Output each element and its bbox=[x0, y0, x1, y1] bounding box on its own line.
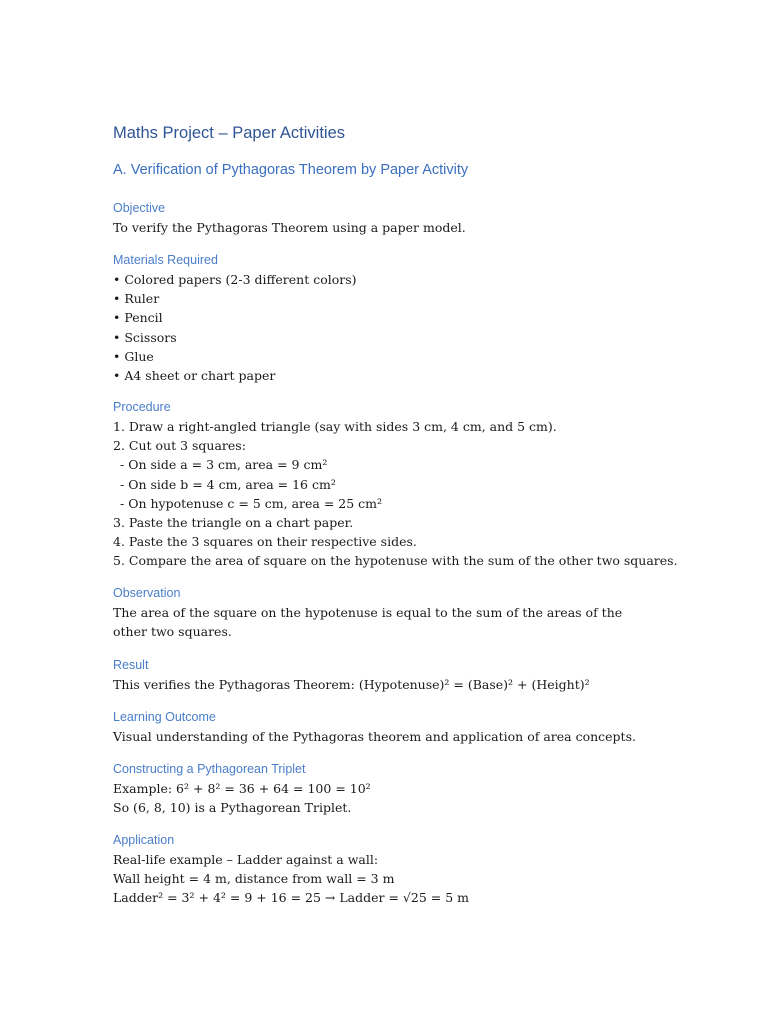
procedure-substep: - On hypotenuse c = 5 cm, area = 25 cm² bbox=[120, 495, 383, 511]
section-heading-application: Application bbox=[113, 833, 175, 847]
procedure-step: 1. Draw a right-angled triangle (say with sides 3 cm, 4 cm, and 5 cm). bbox=[113, 419, 557, 434]
section-learning-outcome bbox=[113, 707, 713, 746]
triplet-line: So (6, 8, 10) is a Pythagorean Triplet. bbox=[113, 800, 352, 816]
section-result bbox=[113, 655, 713, 694]
material-item: • Pencil bbox=[113, 310, 163, 326]
application-line: Ladder² = 3² + 4² = 9 + 16 = 25 → Ladder = √25 = 5 m bbox=[113, 890, 469, 906]
section-objective bbox=[113, 198, 713, 237]
result-text: This verifies the Pythagoras Theorem: (Hypotenuse)² = (Base)² + (Height)² bbox=[113, 677, 590, 692]
section-procedure bbox=[113, 397, 713, 571]
material-item: • Ruler bbox=[113, 291, 160, 307]
material-item: • Colored papers (2-3 different colors) bbox=[113, 272, 357, 287]
section-application bbox=[113, 830, 713, 908]
procedure-step: 4. Paste the 3 squares on their respective sides. bbox=[113, 534, 417, 550]
section-heading-triplet: Constructing a Pythagorean Triplet bbox=[113, 762, 306, 776]
procedure-substep: - On side b = 4 cm, area = 16 cm² bbox=[120, 476, 336, 492]
objective-text: To verify the Pythagoras Theorem using a paper model. bbox=[113, 220, 466, 235]
section-heading-procedure: Procedure bbox=[113, 400, 171, 414]
triplet-line: Example: 6² + 8² = 36 + 64 = 100 = 10² bbox=[113, 781, 371, 796]
procedure-substep: - On side a = 3 cm, area = 9 cm² bbox=[120, 457, 328, 473]
section-heading-objective: Objective bbox=[113, 201, 166, 215]
section-heading-learning-outcome: Learning Outcome bbox=[113, 710, 216, 724]
section-triplet bbox=[113, 759, 713, 817]
application-line: Wall height = 4 m, distance from wall = 3 m bbox=[113, 871, 395, 887]
procedure-step: 2. Cut out 3 squares: bbox=[113, 438, 246, 454]
procedure-step: 5. Compare the area of square on the hypotenuse with the sum of the other two squares. bbox=[113, 553, 678, 569]
section-heading-observation: Observation bbox=[113, 586, 181, 600]
section-observation bbox=[113, 583, 713, 641]
application-line: Real-life example – Ladder against a wall: bbox=[113, 852, 379, 867]
material-item: • Scissors bbox=[113, 329, 177, 345]
section-heading-materials: Materials Required bbox=[113, 253, 218, 267]
document-title: Maths Project – Paper Activities bbox=[113, 124, 346, 142]
document-subtitle: A. Verification of Pythagoras Theorem by Paper Activity bbox=[113, 162, 469, 178]
section-heading-result: Result bbox=[113, 658, 149, 672]
learning-outcome-text: Visual understanding of the Pythagoras theorem and application of area concepts. bbox=[113, 729, 636, 744]
section-materials bbox=[113, 250, 713, 385]
material-item: • A4 sheet or chart paper bbox=[113, 367, 276, 383]
procedure-step: 3. Paste the triangle on a chart paper. bbox=[113, 514, 354, 530]
material-item: • Glue bbox=[113, 348, 154, 364]
observation-text: The area of the square on the hypotenuse is equal to the sum of the areas of the other two squares. bbox=[113, 605, 623, 640]
